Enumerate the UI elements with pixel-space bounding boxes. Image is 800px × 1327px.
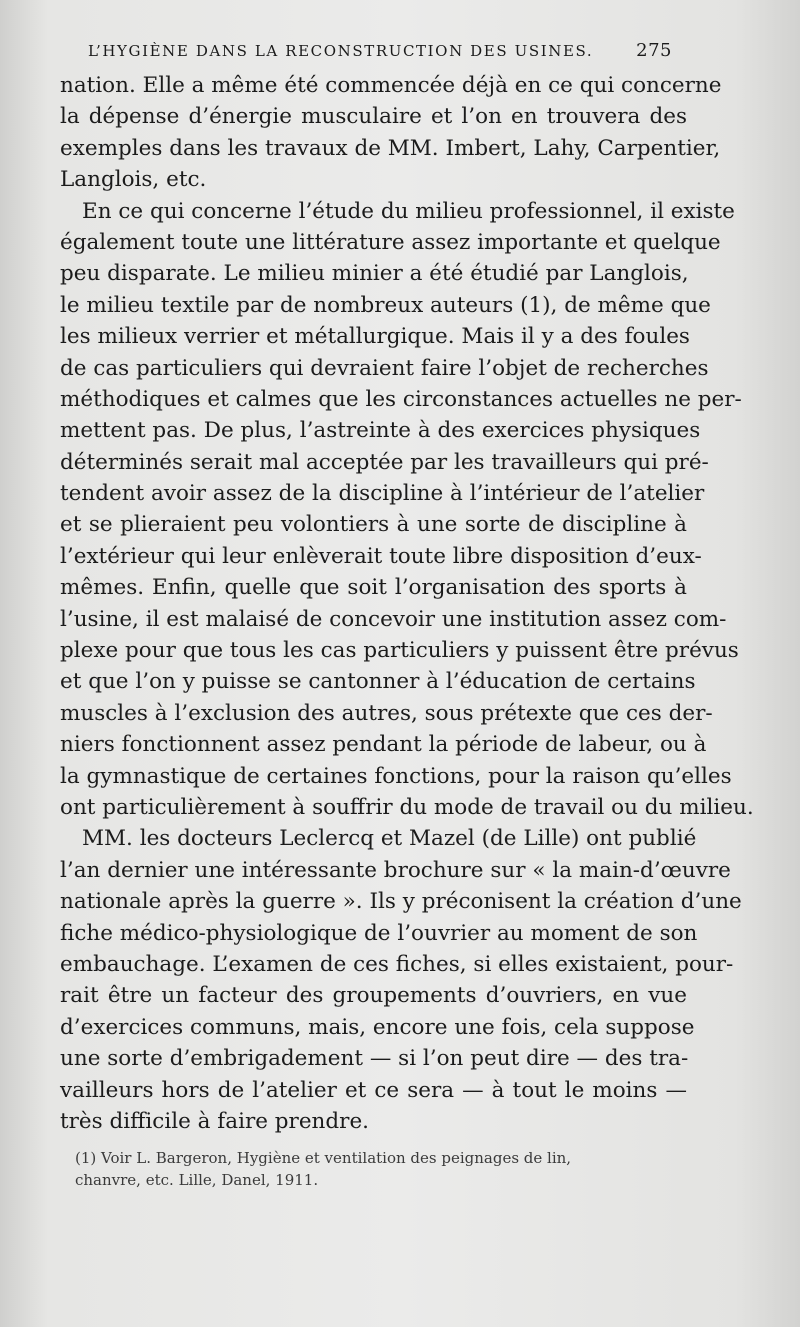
text-line: peu disparate. Le milieu minier a été étudié par Langlois, (60, 261, 689, 287)
text-line: embauchage. L’examen de ces fiches, si elles existaient, pour- (60, 951, 734, 977)
text-line: ont particulièrement à souffrir du mode de travail ou du milieu. (60, 794, 754, 820)
text-line: et que l’on y puisse se cantonner à l’éducation de certains (60, 669, 696, 695)
text-line: MM. les docteurs Leclercq et Mazel (de Lille) ont publié (82, 826, 697, 852)
text-line: l’extérieur qui leur enlèverait toute libre disposition d’eux- (60, 543, 702, 569)
footnote (75, 1147, 687, 1191)
text-line: niers fonctionnent assez pendant la période de labeur, ou à (60, 732, 707, 758)
text-line: l’usine, il est malaisé de concevoir une institution assez com- (60, 606, 727, 632)
text-line: la dépense d’énergie musculaire et l’on en trouvera des (60, 104, 687, 130)
text-line: d’exercices communs, mais, encore une fois, cela suppose (60, 1014, 695, 1040)
text-line: rait être un facteur des groupements d’ouvriers, en vue (60, 983, 687, 1009)
running-head (88, 40, 672, 61)
text-line: mettent pas. De plus, l’astreinte à des exercices physiques (60, 418, 701, 444)
body-text (60, 70, 754, 1137)
text-line: fiche médico-physiologique de l’ouvrier au moment de son (60, 920, 698, 946)
text-line: nation. Elle a même été commencée déjà en ce qui concerne (60, 73, 722, 98)
footnote-line: chanvre, etc. Lille, Danel, 1911. (75, 1171, 319, 1189)
paragraph (60, 823, 742, 1137)
running-title: L’HYGIÈNE DANS LA RECONSTRUCTION DES USINES. (88, 42, 594, 60)
paragraph (60, 196, 754, 824)
text-line: muscles à l’exclusion des autres, sous prétexte que ces der- (60, 700, 713, 726)
page-number: 275 (636, 40, 672, 61)
text-line: plexe pour que tous les cas particuliers y puissent être prévus (60, 638, 739, 664)
text-line: très difficile à faire prendre. (60, 1108, 369, 1134)
text-line: En ce qui concerne l’étude du milieu professionnel, il existe (82, 198, 735, 224)
text-line: exemples dans les travaux de MM. Imbert, Lahy, Carpentier, (60, 135, 721, 161)
text-line: vailleurs hors de l’atelier et ce sera — à tout le moins — (60, 1077, 687, 1103)
text-line: également toute une littérature assez importante et quelque (60, 229, 721, 255)
text-line: nationale après la guerre ». Ils y préconisent la création d’une (60, 889, 742, 915)
text-line: de cas particuliers qui devraient faire l’objet de recherches (60, 355, 709, 381)
text-line: le milieu textile par de nombreux auteurs (1), de même que (60, 292, 711, 318)
text-line: mêmes. Enfin, quelle que soit l’organisation des sports à (60, 575, 687, 601)
text-line: méthodiques et calmes que les circonstances actuelles ne per- (60, 386, 742, 412)
text-line: l’an dernier une intéressante brochure sur « la main-d’œuvre (60, 857, 731, 883)
text-line: déterminés serait mal acceptée par les travailleurs qui pré- (60, 449, 709, 475)
text-line: Langlois, etc. (60, 167, 207, 193)
paragraph (60, 70, 722, 196)
text-line: tendent avoir assez de la discipline à l’intérieur de l’atelier (60, 481, 705, 507)
text-line: et se plieraient peu volontiers à une sorte de discipline à (60, 512, 687, 538)
footnote-line: (1) Voir L. Bargeron, Hygiène et ventilation des peignages de lin, (75, 1149, 572, 1167)
text-line: la gymnastique de certaines fonctions, pour la raison qu’elles (60, 763, 732, 789)
text-line: une sorte d’embrigadement — si l’on peut dire — des tra- (60, 1046, 689, 1072)
text-line: les milieux verrier et métallurgique. Mais il y a des foules (60, 324, 690, 350)
